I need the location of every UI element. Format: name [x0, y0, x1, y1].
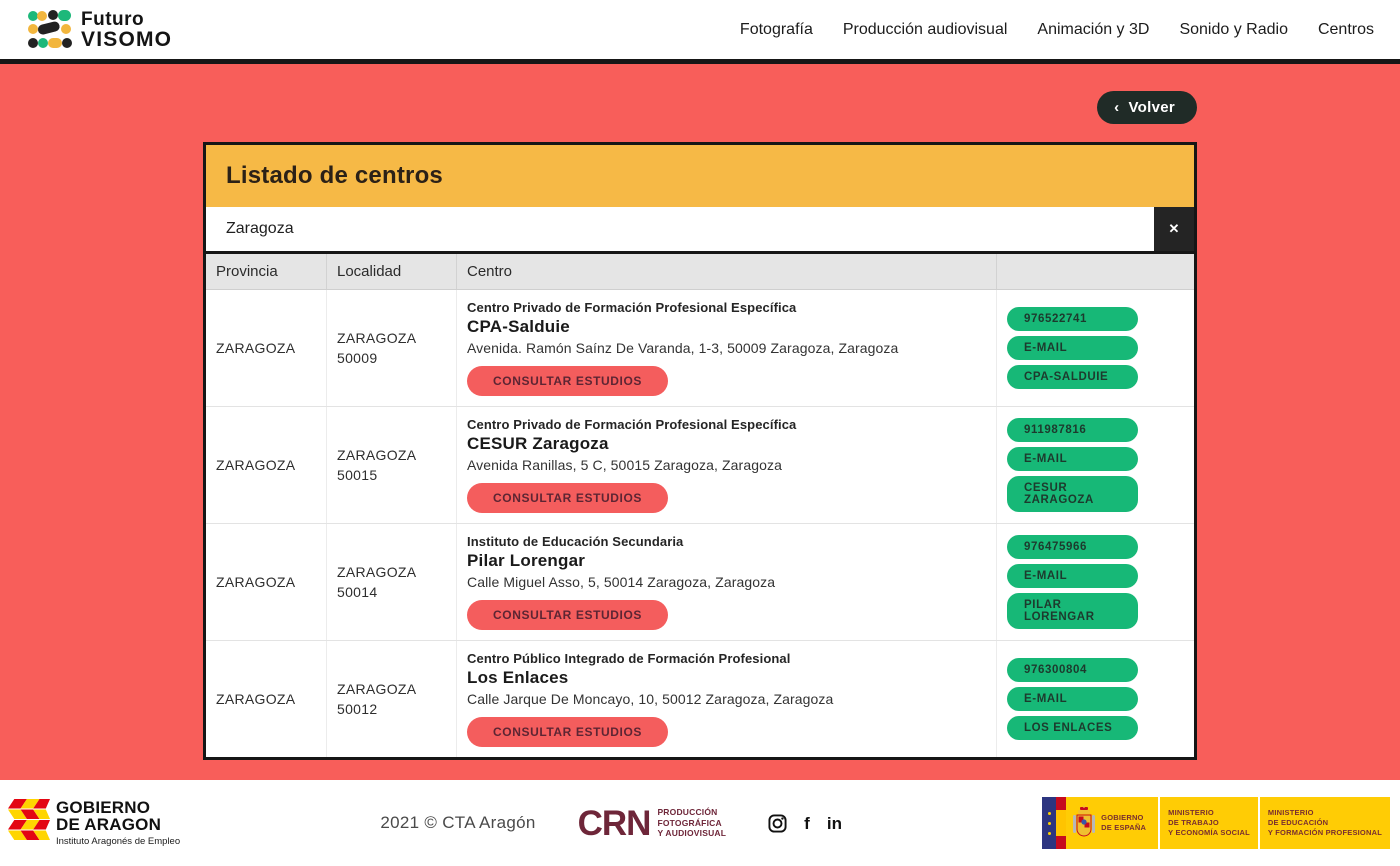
nav-link-produccion-audiovisual[interactable]: Producción audiovisual	[842, 20, 1008, 38]
min-educacion-line3: Y FORMACIÓN PROFESIONAL	[1267, 828, 1382, 838]
gobierno-espana-banner	[1042, 797, 1390, 849]
localidad-postcode: 50009	[337, 350, 378, 366]
consultar-estudios-button[interactable]: CONSULTAR ESTUDIOS	[467, 600, 668, 630]
column-header-localidad: Localidad	[326, 254, 456, 289]
localidad-name: ZARAGOZA	[337, 680, 417, 697]
centro-nombre: Los Enlaces	[467, 668, 569, 687]
crn-wordmark: CRN	[577, 803, 651, 843]
social-links	[768, 814, 842, 833]
centro-tipo: Centro Público Integrado de Formación Profesional	[467, 651, 791, 666]
crn-sub-line1: PRODUCCIÓN	[657, 807, 718, 818]
cell-localidad	[326, 641, 456, 757]
ministerio-trabajo-block	[1160, 797, 1258, 849]
logo-line1: Futuro	[81, 8, 145, 30]
min-trabajo-line3: Y ECONOMÍA SOCIAL	[1168, 828, 1250, 838]
search-bar	[206, 207, 1194, 254]
search-input[interactable]	[206, 207, 1154, 251]
linkedin-icon[interactable]: in	[826, 813, 842, 833]
phone-pill[interactable]: 976522741	[1007, 307, 1138, 331]
localidad-postcode: 50014	[337, 584, 378, 600]
centro-direccion: Avenida. Ramón Saínz De Varanda, 1-3, 50009 Zaragoza, Zaragoza	[467, 340, 899, 356]
back-button-label: Volver	[1128, 99, 1175, 116]
email-pill[interactable]: E-MAIL	[1007, 564, 1138, 588]
table-header-row	[206, 254, 1194, 290]
cell-actions	[996, 524, 1194, 640]
column-header-provincia: Provincia	[216, 263, 278, 280]
futuro-visomo-logo-icon	[26, 8, 72, 52]
centro-nombre: CPA-Salduie	[467, 317, 570, 336]
logo-line2: VISOMO	[81, 27, 173, 51]
cell-centro	[456, 407, 996, 523]
centros-panel	[203, 142, 1197, 760]
crn-logo	[577, 803, 727, 843]
footer-center	[380, 803, 842, 843]
cell-actions	[996, 290, 1194, 406]
instagram-icon[interactable]	[768, 814, 787, 833]
cell-actions	[996, 641, 1194, 757]
centro-nombre: Pilar Lorengar	[467, 551, 586, 570]
centro-direccion: Calle Miguel Asso, 5, 50014 Zaragoza, Zaragoza	[467, 574, 776, 590]
gobierno-espana-line1: GOBIERNO	[1101, 812, 1144, 822]
email-pill[interactable]: E-MAIL	[1007, 447, 1138, 471]
cell-provincia: ZARAGOZA	[216, 691, 296, 707]
localidad-name: ZARAGOZA	[337, 329, 417, 346]
centro-tipo: Centro Privado de Formación Profesional Específica	[467, 417, 797, 432]
aragon-subtitle: Instituto Aragonés de Empleo	[56, 836, 181, 847]
top-bar	[0, 0, 1400, 64]
min-educacion-line2: DE EDUCACIÓN	[1267, 817, 1329, 827]
phone-pill[interactable]: 976300804	[1007, 658, 1138, 682]
nav-link-centros[interactable]: Centros	[1317, 20, 1374, 38]
facebook-icon[interactable]: f	[804, 813, 810, 833]
centro-link-pill[interactable]: PILAR LORENGAR	[1007, 593, 1138, 629]
centro-link-pill[interactable]: CPA-SALDUIE	[1007, 365, 1138, 389]
main-content	[0, 64, 1400, 780]
min-educacion-line1: MINISTERIO	[1267, 807, 1314, 817]
cell-provincia: ZARAGOZA	[216, 340, 296, 356]
ministerio-educacion-block	[1260, 797, 1390, 849]
cell-provincia: ZARAGOZA	[216, 457, 296, 473]
centro-direccion: Avenida Ranillas, 5 C, 50015 Zaragoza, Zaragoza	[467, 457, 782, 473]
centro-link-pill[interactable]: CESUR ZARAGOZA	[1007, 476, 1138, 512]
nav-link-fotografia[interactable]: Fotografía	[739, 20, 813, 38]
table-row	[206, 524, 1194, 641]
clear-search-button[interactable]	[1154, 207, 1194, 251]
nav-link-sonido-radio[interactable]: Sonido y Radio	[1179, 20, 1288, 38]
futuro-visomo-logo[interactable]	[26, 8, 172, 52]
centro-tipo: Instituto de Educación Secundaria	[467, 534, 684, 549]
gobierno-aragon-logo	[8, 799, 180, 847]
gobierno-espana-line2: DE ESPAÑA	[1101, 823, 1147, 832]
centro-nombre: CESUR Zaragoza	[467, 434, 609, 453]
close-icon: ✕	[1168, 221, 1180, 236]
consultar-estudios-button[interactable]: CONSULTAR ESTUDIOS	[467, 366, 668, 396]
localidad-postcode: 50012	[337, 701, 378, 717]
centro-tipo: Centro Privado de Formación Profesional Específica	[467, 300, 797, 315]
cell-localidad	[326, 290, 456, 406]
min-trabajo-line1: MINISTERIO	[1168, 807, 1214, 817]
table-row	[206, 407, 1194, 524]
back-button[interactable]	[1097, 91, 1197, 124]
column-header-actions	[996, 254, 1194, 289]
consultar-estudios-button[interactable]: CONSULTAR ESTUDIOS	[467, 483, 668, 513]
centro-link-pill[interactable]: LOS ENLACES	[1007, 716, 1138, 740]
spain-coat-of-arms-icon	[1071, 805, 1097, 841]
logo-wordmark	[81, 10, 172, 50]
main-nav	[740, 21, 1374, 39]
phone-pill[interactable]: 976475966	[1007, 535, 1138, 559]
aragon-flag-icon	[8, 799, 50, 841]
centro-direccion: Calle Jarque De Moncayo, 10, 50012 Zaragoza, Zaragoza	[467, 691, 834, 707]
aragon-title-line2: DE ARAGON	[56, 815, 162, 834]
cell-provincia: ZARAGOZA	[216, 574, 296, 590]
nav-link-animacion-3d[interactable]: Animación y 3D	[1037, 20, 1150, 38]
table-row	[206, 641, 1194, 757]
cell-centro	[456, 524, 996, 640]
crn-sub-line3: Y AUDIOVISUAL	[657, 828, 727, 839]
cell-centro	[456, 290, 996, 406]
cell-centro	[456, 641, 996, 757]
eu-strip-icon	[1042, 797, 1056, 849]
phone-pill[interactable]: 911987816	[1007, 418, 1138, 442]
cell-localidad	[326, 524, 456, 640]
cell-localidad	[326, 407, 456, 523]
email-pill[interactable]: E-MAIL	[1007, 687, 1138, 711]
spain-flag-icon	[1056, 797, 1066, 849]
email-pill[interactable]: E-MAIL	[1007, 336, 1138, 360]
localidad-name: ZARAGOZA	[337, 446, 417, 463]
localidad-postcode: 50015	[337, 467, 378, 483]
localidad-name: ZARAGOZA	[337, 563, 417, 580]
chevron-left-icon: ‹	[1114, 99, 1120, 116]
consultar-estudios-button[interactable]: CONSULTAR ESTUDIOS	[467, 717, 668, 747]
gobierno-espana-block	[1042, 797, 1158, 849]
min-trabajo-line2: DE TRABAJO	[1168, 817, 1219, 827]
column-header-centro: Centro	[456, 254, 996, 289]
copyright-text: 2021 © CTA Aragón	[380, 813, 536, 832]
table-row	[206, 290, 1194, 407]
page-footer	[0, 780, 1400, 866]
cell-actions	[996, 407, 1194, 523]
panel-title: Listado de centros	[206, 145, 1194, 207]
aragon-title-line1: GOBIERNO	[56, 798, 151, 817]
crn-sub-line2: FOTOGRÁFICA	[657, 817, 722, 828]
